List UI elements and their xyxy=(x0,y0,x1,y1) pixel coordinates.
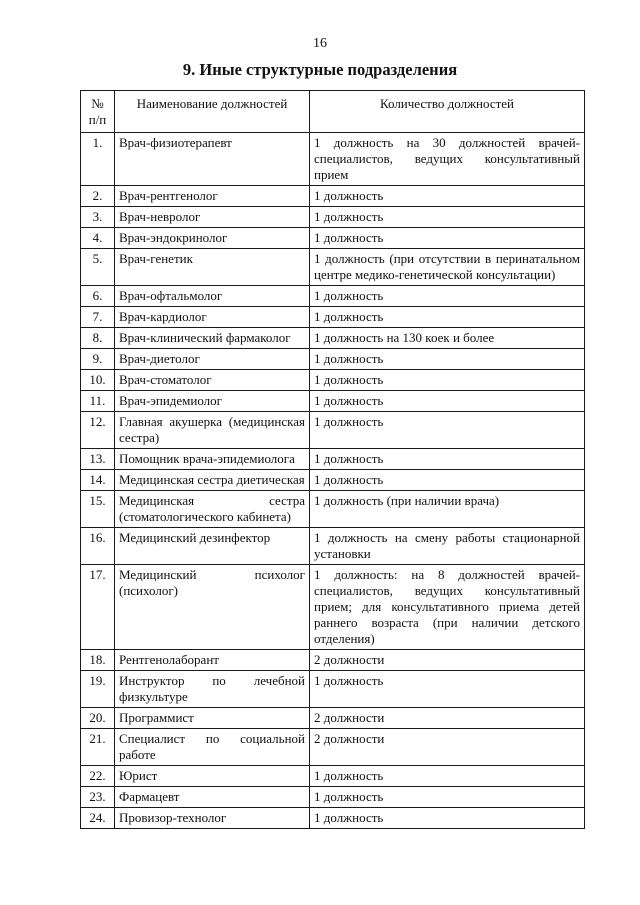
row-number: 21. xyxy=(81,729,115,766)
table-row xyxy=(81,491,585,528)
table-row xyxy=(81,228,585,249)
table-row xyxy=(81,650,585,671)
position-count: 1 должность xyxy=(310,391,585,412)
position-count: 1 должность xyxy=(310,808,585,829)
row-number: 5. xyxy=(81,249,115,286)
table-row xyxy=(81,787,585,808)
position-name: Врач-стоматолог xyxy=(115,370,310,391)
position-count: 1 должность (при наличии врача) xyxy=(310,491,585,528)
row-number: 7. xyxy=(81,307,115,328)
position-name: Врач-генетик xyxy=(115,249,310,286)
row-number: 12. xyxy=(81,412,115,449)
position-count: 1 должность: на 8 должностей врачей-специалистов, ведущих консультативный прием; для консультативного приема детей раннего возраста (при наличии детского отделения) xyxy=(310,565,585,650)
position-name: Рентгенолаборант xyxy=(115,650,310,671)
row-number: 4. xyxy=(81,228,115,249)
row-number: 2. xyxy=(81,186,115,207)
table-row xyxy=(81,349,585,370)
position-name: Врач-рентгенолог xyxy=(115,186,310,207)
row-number: 6. xyxy=(81,286,115,307)
position-name: Медицинская сестра диетическая xyxy=(115,470,310,491)
position-count: 1 должность xyxy=(310,186,585,207)
table-row xyxy=(81,708,585,729)
position-name: Врач-эпидемиолог xyxy=(115,391,310,412)
row-number: 10. xyxy=(81,370,115,391)
table-row xyxy=(81,207,585,228)
row-number: 19. xyxy=(81,671,115,708)
table-row xyxy=(81,671,585,708)
position-count: 1 должность на 30 должностей врачей-специалистов, ведущих консультативный прием xyxy=(310,133,585,186)
row-number: 24. xyxy=(81,808,115,829)
row-number: 8. xyxy=(81,328,115,349)
position-count: 2 должности xyxy=(310,708,585,729)
position-name: Программист xyxy=(115,708,310,729)
table-row xyxy=(81,286,585,307)
table-row xyxy=(81,307,585,328)
table-row xyxy=(81,808,585,829)
row-number: 16. xyxy=(81,528,115,565)
table-row xyxy=(81,328,585,349)
position-name: Врач-невролог xyxy=(115,207,310,228)
row-number: 1. xyxy=(81,133,115,186)
position-name: Юрист xyxy=(115,766,310,787)
position-name: Врач-эндокринолог xyxy=(115,228,310,249)
position-name: Провизор-технолог xyxy=(115,808,310,829)
position-count: 1 должность на смену работы стационарной установки xyxy=(310,528,585,565)
position-name: Врач-офтальмолог xyxy=(115,286,310,307)
table-row xyxy=(81,249,585,286)
page-number: 16 xyxy=(313,36,327,51)
section-title: 9. Иные структурные подразделения xyxy=(182,60,458,79)
position-name: Помощник врача-эпидемиолога xyxy=(115,449,310,470)
table-row xyxy=(81,370,585,391)
row-number: 13. xyxy=(81,449,115,470)
position-count: 1 должность (при отсутствии в перинатальном центре медико-генетической консультации) xyxy=(310,249,585,286)
position-name: Врач-кардиолог xyxy=(115,307,310,328)
table-row xyxy=(81,412,585,449)
row-number: 9. xyxy=(81,349,115,370)
position-name: Врач-клинический фармаколог xyxy=(115,328,310,349)
table-body xyxy=(81,133,585,829)
table-row xyxy=(81,133,585,186)
position-count: 1 должность xyxy=(310,766,585,787)
row-number: 18. xyxy=(81,650,115,671)
position-name: Главная акушерка (медицинская сестра) xyxy=(115,412,310,449)
table-row xyxy=(81,186,585,207)
table-row xyxy=(81,528,585,565)
header-count: Количество должностей xyxy=(310,91,585,133)
row-number: 22. xyxy=(81,766,115,787)
table-row xyxy=(81,729,585,766)
position-count: 1 должность xyxy=(310,671,585,708)
table-row xyxy=(81,470,585,491)
position-count: 1 должность xyxy=(310,370,585,391)
row-number: 14. xyxy=(81,470,115,491)
row-number: 3. xyxy=(81,207,115,228)
position-name: Медицинская сестра (стоматологического кабинета) xyxy=(115,491,310,528)
table-header-row xyxy=(81,91,585,133)
position-count: 1 должность на 130 коек и более xyxy=(310,328,585,349)
position-count: 1 должность xyxy=(310,449,585,470)
position-name: Врач-диетолог xyxy=(115,349,310,370)
row-number: 23. xyxy=(81,787,115,808)
position-name: Медицинский дезинфектор xyxy=(115,528,310,565)
position-count: 1 должность xyxy=(310,470,585,491)
position-count: 1 должность xyxy=(310,787,585,808)
row-number: 17. xyxy=(81,565,115,650)
position-count: 1 должность xyxy=(310,349,585,370)
position-count: 2 должности xyxy=(310,650,585,671)
position-count: 1 должность xyxy=(310,286,585,307)
table-row xyxy=(81,565,585,650)
row-number: 11. xyxy=(81,391,115,412)
table-row xyxy=(81,449,585,470)
staff-positions-table xyxy=(80,90,585,829)
position-count: 1 должность xyxy=(310,412,585,449)
position-name: Врач-физиотерапевт xyxy=(115,133,310,186)
position-count: 1 должность xyxy=(310,307,585,328)
header-number: № п/п xyxy=(81,91,115,133)
table-row xyxy=(81,766,585,787)
position-count: 1 должность xyxy=(310,207,585,228)
position-name: Фармацевт xyxy=(115,787,310,808)
row-number: 15. xyxy=(81,491,115,528)
header-position: Наименование должностей xyxy=(115,91,310,133)
position-count: 1 должность xyxy=(310,228,585,249)
position-name: Специалист по социальной работе xyxy=(115,729,310,766)
table-row xyxy=(81,391,585,412)
position-count: 2 должности xyxy=(310,729,585,766)
row-number: 20. xyxy=(81,708,115,729)
position-name: Медицинский психолог (психолог) xyxy=(115,565,310,650)
position-name: Инструктор по лечебной физкультуре xyxy=(115,671,310,708)
